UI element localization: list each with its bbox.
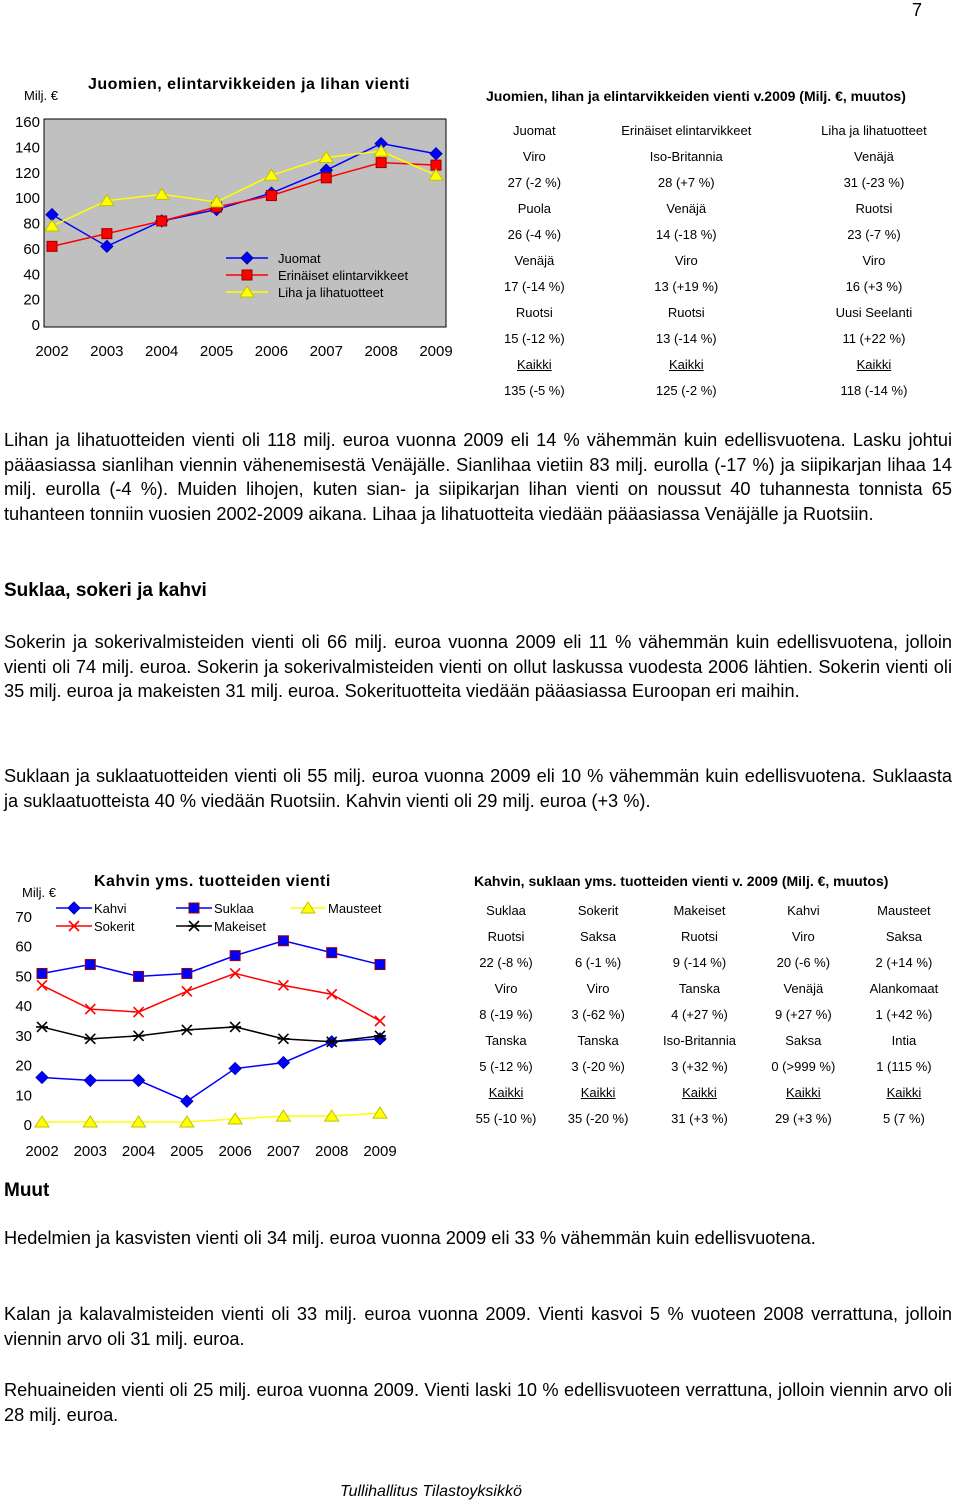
point-sokerit bbox=[375, 1016, 385, 1026]
table-cell: 31 (-23 %) bbox=[843, 174, 905, 190]
table-cell: Viro bbox=[862, 252, 886, 268]
table-cell: Tanska bbox=[577, 1032, 619, 1048]
y-tick-label: 60 bbox=[15, 938, 32, 956]
heading-muut: Muut bbox=[4, 1180, 50, 1201]
table-cell: 20 (-6 %) bbox=[776, 954, 831, 970]
point-makeiset bbox=[181, 1025, 193, 1035]
point-makeiset bbox=[84, 1034, 96, 1044]
table-cell: 1 (+42 %) bbox=[875, 1006, 933, 1022]
table-cell: 0 (>999 %) bbox=[771, 1058, 836, 1074]
x-tick-label: 2002 bbox=[35, 343, 69, 360]
series-line-kahvi bbox=[42, 1039, 380, 1101]
legend-label-liha-ja-lihatuotteet: Liha ja lihatuotteet bbox=[278, 285, 384, 300]
legend-label-suklaa: Suklaa bbox=[214, 901, 254, 916]
table-cell: Ruotsi bbox=[855, 200, 893, 216]
table-header-cell: Suklaa bbox=[486, 902, 526, 918]
x-tick-label: 2005 bbox=[199, 343, 234, 360]
table-cell: 5 (-12 %) bbox=[479, 1058, 533, 1074]
paragraph-kala: Kalan ja kalavalmisteiden vienti oli 33 milj. euroa vuonna 2009. Vienti kasvoi 5 % vuoteen 2008 verrattuna, jolloin viennin arvo oli 31 milj. euroa. bbox=[4, 1304, 952, 1349]
y-tick-label: 0 bbox=[31, 317, 40, 334]
table-cell: 13 (-14 %) bbox=[655, 330, 717, 346]
chart1-title: Juomien, elintarvikkeiden ja lihan vienti bbox=[88, 76, 410, 93]
table-cell: Kaikki bbox=[856, 356, 892, 372]
point-sokerit bbox=[230, 968, 240, 978]
table-cell: 17 (-14 %) bbox=[503, 278, 565, 294]
table-cell: Viro bbox=[522, 148, 546, 164]
y-tick-label: 30 bbox=[15, 1027, 32, 1045]
x-tick-label: 2007 bbox=[266, 1143, 301, 1160]
y-tick-label: 50 bbox=[15, 968, 32, 986]
x-tick-label: 2003 bbox=[90, 343, 124, 360]
legend-label-kahvi: Kahvi bbox=[94, 901, 127, 916]
table-row bbox=[486, 273, 958, 299]
table-row bbox=[460, 1027, 956, 1053]
legend-label-sokerit: Sokerit bbox=[94, 919, 135, 934]
table-cell: 3 (+32 %) bbox=[671, 1058, 728, 1074]
chart1-unit: Milj. € bbox=[24, 88, 58, 103]
y-tick-label: 0 bbox=[23, 1117, 32, 1134]
y-tick-label: 140 bbox=[14, 139, 40, 157]
table-cell: 13 (+19 %) bbox=[654, 278, 719, 294]
table-cell: Ruotsi bbox=[515, 304, 553, 320]
point-kahvi bbox=[374, 1033, 386, 1045]
point-suklaa bbox=[182, 968, 192, 978]
y-tick-label: 40 bbox=[15, 998, 32, 1016]
table-cell: 125 (-2 %) bbox=[655, 382, 717, 398]
table-cell: Venäjä bbox=[783, 980, 824, 996]
table-cell: 2 (+14 %) bbox=[875, 954, 933, 970]
table-cell: Ruotsi bbox=[681, 928, 718, 944]
table-cell: Kaikki bbox=[785, 1084, 821, 1100]
table-cell: Saksa bbox=[885, 928, 922, 944]
table-cell: 6 (-1 %) bbox=[574, 954, 622, 970]
legend-label-erin-iset-elintarvikkeet: Erinäiset elintarvikkeet bbox=[278, 268, 409, 283]
y-tick-label: 20 bbox=[15, 1057, 32, 1075]
table-header-cell: Liha ja lihatuotteet bbox=[821, 122, 927, 138]
point-makeiset bbox=[277, 1034, 289, 1044]
legend-label-mausteet: Mausteet bbox=[328, 901, 382, 916]
table-row bbox=[486, 351, 958, 377]
table-cell: Venäjä bbox=[666, 200, 707, 216]
point-suklaa bbox=[134, 971, 144, 981]
table2-title: Kahvin, suklaan yms. tuotteiden vienti v. 2009 (Milj. €, muutos) bbox=[474, 873, 889, 889]
table-cell: Intia bbox=[891, 1032, 917, 1048]
y-tick-label: 100 bbox=[14, 190, 40, 208]
table-cell: Iso-Britannia bbox=[662, 1032, 736, 1048]
x-tick-label: 2006 bbox=[218, 1143, 252, 1160]
table-row bbox=[486, 299, 958, 325]
x-tick-label: 2005 bbox=[170, 1143, 204, 1160]
table-cell: 35 (-20 %) bbox=[567, 1110, 629, 1126]
legend-label-makeiset: Makeiset bbox=[214, 919, 267, 934]
table-cell: Ruotsi bbox=[667, 304, 705, 320]
x-tick-label: 2009 bbox=[419, 343, 453, 360]
table-cell: Kaikki bbox=[517, 356, 552, 372]
chart2-title: Kahvin yms. tuotteiden vienti bbox=[94, 873, 331, 890]
point-sokerit bbox=[182, 986, 192, 996]
table-row bbox=[486, 195, 958, 221]
table-header-cell: Mausteet bbox=[877, 902, 931, 918]
table-cell: 5 (7 %) bbox=[882, 1110, 925, 1126]
chart2-unit: Milj. € bbox=[22, 885, 56, 900]
point-kahvi bbox=[133, 1074, 145, 1086]
point-makeiset bbox=[36, 1022, 48, 1032]
table-cell: 4 (+27 %) bbox=[671, 1006, 728, 1022]
table-row bbox=[460, 1079, 956, 1105]
table-cell: Saksa bbox=[580, 928, 617, 944]
table-cell: 118 (-14 %) bbox=[840, 382, 908, 398]
table-cell: 14 (-18 %) bbox=[655, 226, 717, 242]
series-line-suklaa bbox=[42, 941, 380, 977]
table-cell: Venäjä bbox=[514, 252, 555, 268]
table-cell: Kaikki bbox=[682, 1084, 717, 1100]
point-suklaa bbox=[278, 936, 288, 946]
x-tick-label: 2009 bbox=[363, 1143, 397, 1160]
table-header-cell: Juomat bbox=[513, 122, 556, 138]
legend-marker-suklaa bbox=[189, 903, 199, 913]
y-tick-label: 60 bbox=[23, 240, 40, 258]
table-cell: Tanska bbox=[678, 980, 721, 996]
legend-label-juomat: Juomat bbox=[278, 251, 321, 266]
point-kahvi bbox=[229, 1063, 241, 1075]
x-tick-label: 2002 bbox=[25, 1143, 59, 1160]
table-cell: Kaikki bbox=[668, 356, 704, 372]
point-suklaa bbox=[230, 951, 240, 961]
paragraph-sokeri: Sokerin ja sokerivalmisteiden vienti oli 66 milj. euroa vuonna 2009 eli 11 % vähemmän kuin edellisvuotena, jolloin vienti oli 74 milj. euroa. Sokerin ja sokerivalmisteiden vienti on ollut laskussa vuodesta 2006 lähtien. Sokerin vienti oli 35 milj. euroa ja makeisten 31 milj. euroa. Sokerituotteita viedään pääasiassa Euroopan eri maihin. bbox=[4, 632, 952, 702]
table-cell: 8 (-19 %) bbox=[479, 1006, 533, 1022]
x-tick-label: 2003 bbox=[73, 1143, 107, 1160]
table-cell: Ruotsi bbox=[487, 928, 525, 944]
table1 bbox=[486, 117, 958, 403]
table-cell: 15 (-12 %) bbox=[503, 330, 565, 346]
table-cell: 11 (+22 %) bbox=[842, 330, 906, 346]
table-row bbox=[460, 1105, 956, 1131]
table-row bbox=[486, 221, 958, 247]
table-cell: Iso-Britannia bbox=[649, 148, 723, 164]
table-cell: Saksa bbox=[785, 1032, 822, 1048]
table-header-cell: Sokerit bbox=[577, 902, 619, 918]
table-cell: 29 (+3 %) bbox=[774, 1110, 832, 1126]
table-row bbox=[486, 377, 958, 403]
table-row bbox=[460, 949, 956, 975]
table-cell: Viro bbox=[674, 252, 698, 268]
table-row bbox=[460, 923, 956, 949]
table-cell: Tanska bbox=[485, 1032, 527, 1048]
y-tick-label: 70 bbox=[15, 909, 32, 926]
table-cell: 3 (-20 %) bbox=[571, 1058, 625, 1074]
table-cell: Viro bbox=[586, 980, 610, 996]
page-number: 7 bbox=[912, 0, 923, 20]
paragraph-liha: Lihan ja lihatuotteiden vienti oli 118 milj. euroa vuonna 2009 eli 14 % vähemmän kuin edellisvuotena. Lasku johtui pääasiassa sianlihan viennin vähenemisestä Venäjälle. Sianlihaa vietiin 83 milj. eurolla (-17 %) ja siipikarjan lihaa 14 milj. eurolla (-4 %). Muiden lihojen, kuten sian- ja siipikarjan lihan vienti on noussut 40 tuhannesta tonnista 65 tuhanteen tonniin vuosien 2002-2009 aikana. Lihaa ja lihatuotteita viedään pääasiassa Venäjälle ja Ruotsiin. bbox=[4, 430, 952, 524]
point-kahvi bbox=[277, 1057, 289, 1069]
table-cell: 9 (-14 %) bbox=[672, 954, 727, 970]
x-tick-label: 2008 bbox=[315, 1143, 349, 1160]
table-cell: Alankomaat bbox=[869, 980, 939, 996]
table-cell: Uusi Seelanti bbox=[835, 304, 913, 320]
table-row bbox=[486, 143, 958, 169]
table-header-cell: Makeiset bbox=[673, 902, 726, 918]
table-cell: 135 (-5 %) bbox=[503, 382, 565, 398]
x-tick-label: 2004 bbox=[145, 343, 179, 360]
table-cell: 1 (115 %) bbox=[876, 1058, 932, 1074]
y-tick-label: 160 bbox=[14, 114, 40, 131]
table-cell: Viro bbox=[791, 928, 815, 944]
point-suklaa bbox=[85, 960, 95, 970]
paragraph-hedelma: Hedelmien ja kasvisten vienti oli 34 milj. euroa vuonna 2009 eli 33 % vähemmän kuin edellisvuotena. bbox=[4, 1228, 816, 1248]
table-cell: Venäjä bbox=[854, 148, 894, 164]
table-cell: 23 (-7 %) bbox=[847, 226, 901, 242]
table-header-cell: Erinäiset elintarvikkeet bbox=[621, 122, 752, 138]
table-cell: 22 (-8 %) bbox=[479, 954, 533, 970]
table1-title: Juomien, lihan ja elintarvikkeiden vienti v.2009 (Milj. €, muutos) bbox=[486, 88, 906, 104]
point-kahvi bbox=[84, 1074, 96, 1086]
y-tick-label: 20 bbox=[23, 291, 40, 309]
table-cell: 31 (+3 %) bbox=[671, 1110, 728, 1126]
chart2-svg bbox=[0, 0, 420, 1170]
y-tick-label: 120 bbox=[14, 164, 40, 182]
paragraph-rehu: Rehuaineiden vienti oli 25 milj. euroa vuonna 2009. Vienti laski 10 % edellisvuoteen verrattuna, jolloin viennin arvo oli 28 milj. euroa. bbox=[4, 1380, 952, 1425]
point-sokerit bbox=[37, 980, 47, 990]
table-cell: Kaikki bbox=[580, 1084, 616, 1100]
table-cell: Kaikki bbox=[886, 1084, 922, 1100]
point-makeiset bbox=[229, 1022, 241, 1032]
x-tick-label: 2007 bbox=[309, 343, 343, 360]
point-suklaa bbox=[37, 968, 47, 978]
y-tick-label: 10 bbox=[15, 1087, 32, 1105]
point-kahvi bbox=[181, 1095, 193, 1107]
table-header-row bbox=[486, 117, 958, 143]
paragraph-suklaa: Suklaan ja suklaatuotteiden vienti oli 55 milj. euroa vuonna 2009 eli 10 % vähemmän kuin edellisvuotena. Suklaasta ja suklaatuotteista 40 % viedään Ruotsiin. Kahvin vienti oli 29 milj. euroa (+3 %). bbox=[4, 766, 952, 811]
table-row bbox=[460, 975, 956, 1001]
point-mausteet bbox=[373, 1107, 387, 1118]
heading-suklaa: Suklaa, sokeri ja kahvi bbox=[4, 580, 207, 601]
table-cell: 55 (-10 %) bbox=[475, 1110, 537, 1126]
table-cell: Kaikki bbox=[488, 1084, 524, 1100]
y-tick-label: 40 bbox=[23, 266, 40, 284]
table-cell: 3 (-62 %) bbox=[571, 1006, 625, 1022]
table-cell: 27 (-2 %) bbox=[507, 174, 562, 190]
point-suklaa bbox=[327, 948, 337, 958]
table-row bbox=[460, 1001, 956, 1027]
table-row bbox=[486, 247, 958, 273]
point-suklaa bbox=[375, 960, 385, 970]
table-row bbox=[486, 169, 958, 195]
x-tick-label: 2008 bbox=[364, 343, 398, 360]
legend-marker-kahvi bbox=[68, 902, 80, 914]
table-cell: 26 (-4 %) bbox=[507, 226, 562, 242]
table-header-row bbox=[460, 897, 956, 923]
table-row bbox=[486, 325, 958, 351]
footer: Tullihallitus Tilastoyksikkö bbox=[340, 1483, 522, 1500]
table-row bbox=[460, 1053, 956, 1079]
legend-marker-makeiset bbox=[188, 921, 200, 931]
table-cell: 28 (+7 %) bbox=[657, 174, 715, 190]
table-cell: 9 (+27 %) bbox=[774, 1006, 832, 1022]
table2 bbox=[460, 897, 956, 1131]
table-cell: Puola bbox=[517, 200, 551, 216]
table-cell: 16 (+3 %) bbox=[845, 278, 903, 294]
point-makeiset bbox=[133, 1031, 145, 1041]
table-cell: Viro bbox=[494, 980, 518, 996]
x-tick-label: 2004 bbox=[121, 1143, 156, 1160]
table-header-cell: Kahvi bbox=[787, 902, 820, 918]
x-tick-label: 2006 bbox=[254, 343, 289, 360]
y-tick-label: 80 bbox=[23, 215, 40, 233]
point-kahvi bbox=[36, 1071, 48, 1083]
